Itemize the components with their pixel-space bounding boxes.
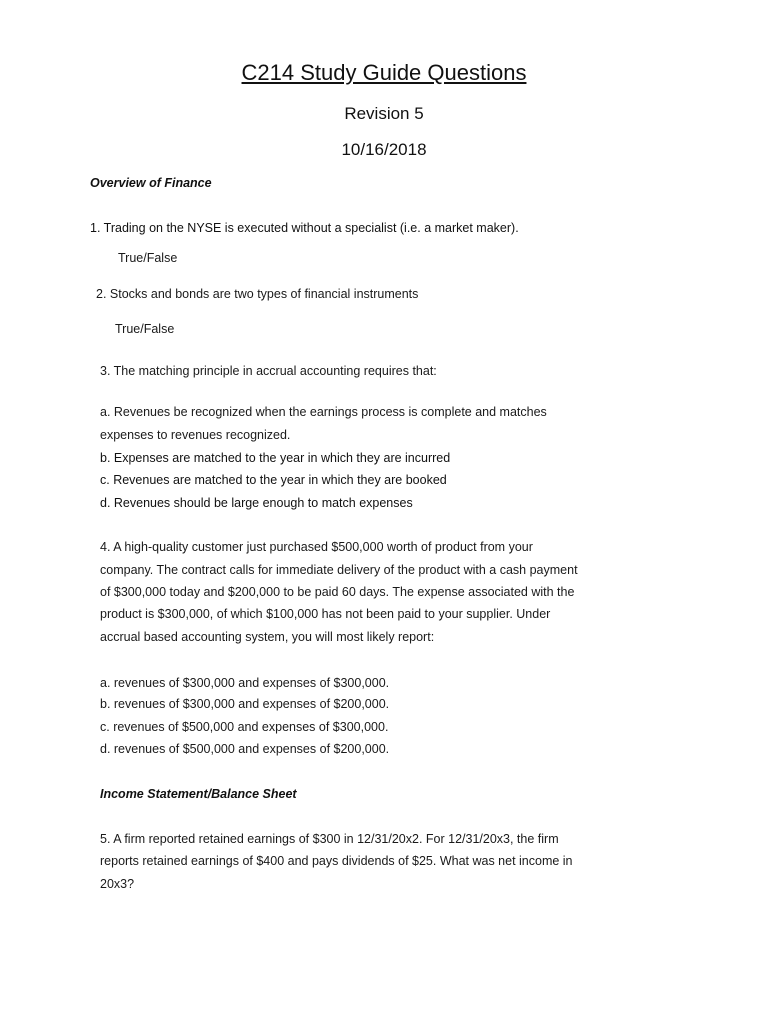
question-1-text: 1. Trading on the NYSE is executed without a specialist (i.e. a market maker).: [90, 221, 519, 235]
question-3-text: 3. The matching principle in accrual accounting requires that:: [100, 364, 437, 378]
revision-label: Revision 5: [344, 104, 424, 123]
question-5-line-1: 5. A firm reported retained earnings of $300 in 12/31/20x2. For 12/31/20x3, the firm: [100, 832, 559, 846]
question-2-answer-choices: True/False: [115, 322, 175, 336]
question-4-option-d: d. revenues of $500,000 and expenses of $200,000.: [100, 742, 390, 756]
question-3-option-a-continued: expenses to revenues recognized.: [100, 428, 291, 442]
section-heading-overview: Overview of Finance: [90, 176, 212, 190]
question-4-line-5: accrual based accounting system, you will most likely report:: [100, 630, 435, 644]
document-date: 10/16/2018: [341, 140, 427, 159]
question-2-text: 2. Stocks and bonds are two types of financial instruments: [96, 287, 419, 301]
section-heading-income-balance: Income Statement/Balance Sheet: [100, 787, 297, 801]
page-title: C214 Study Guide Questions: [241, 60, 527, 85]
question-3-option-b: b. Expenses are matched to the year in which they are incurred: [100, 451, 451, 465]
question-4-option-c: c. revenues of $500,000 and expenses of $300,000.: [100, 720, 389, 734]
question-3-option-c: c. Revenues are matched to the year in which they are booked: [100, 473, 447, 487]
question-4-line-2: company. The contract calls for immediate delivery of the product with a cash payment: [100, 563, 578, 577]
question-1-answer-choices: True/False: [118, 251, 178, 265]
question-5-line-3: 20x3?: [100, 877, 135, 891]
question-4-line-1: 4. A high-quality customer just purchased $500,000 worth of product from your: [100, 540, 533, 554]
question-4-line-4: product is $300,000, of which $100,000 has not been paid to your supplier. Under: [100, 607, 551, 621]
question-3-option-d: d. Revenues should be large enough to match expenses: [100, 496, 413, 510]
question-5-line-2: reports retained earnings of $400 and pays dividends of $25. What was net income in: [100, 854, 573, 868]
question-4-line-3: of $300,000 today and $200,000 to be paid 60 days. The expense associated with the: [100, 585, 575, 599]
question-4-option-a: a. revenues of $300,000 and expenses of $300,000.: [100, 676, 390, 690]
question-4-option-b: b. revenues of $300,000 and expenses of $200,000.: [100, 697, 390, 711]
question-3-option-a: a. Revenues be recognized when the earnings process is complete and matches: [100, 405, 547, 419]
